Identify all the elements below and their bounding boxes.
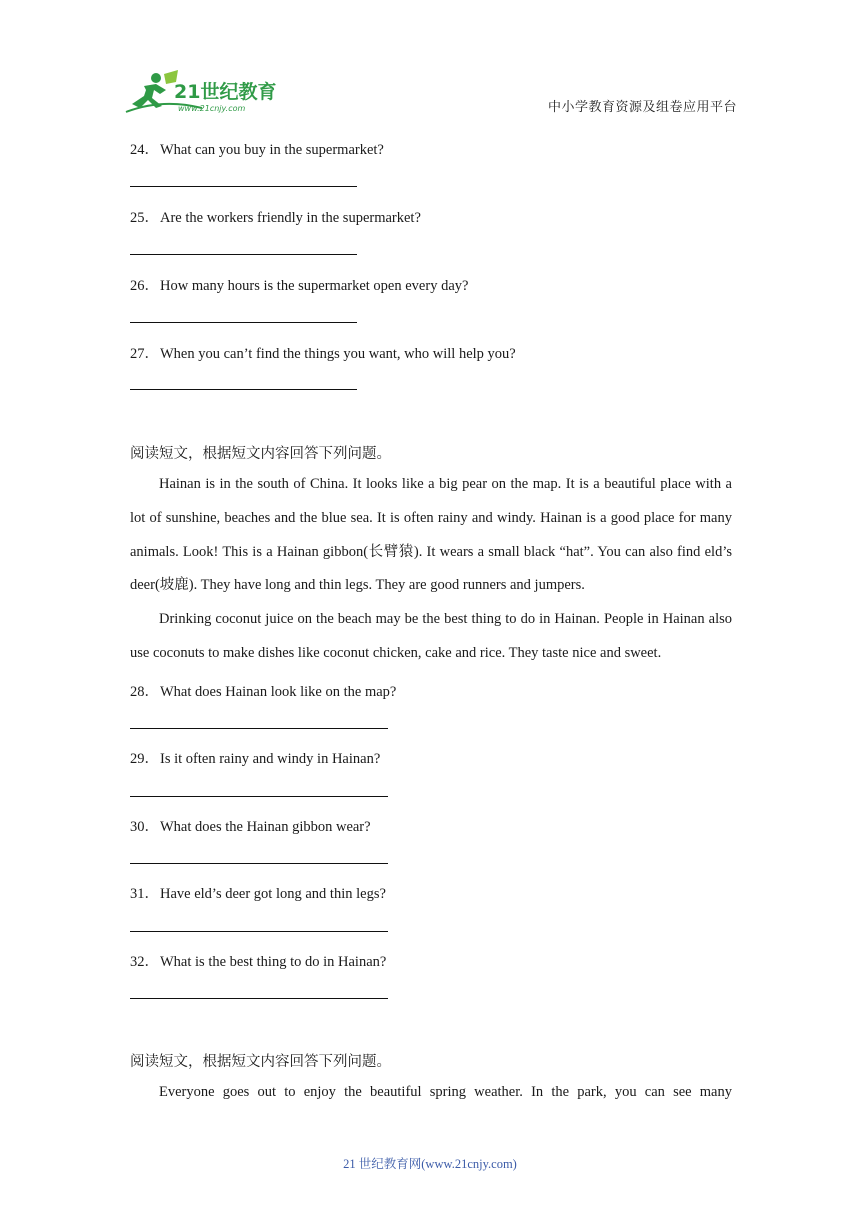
question-26: 26．How many hours is the supermarket open every day? (130, 278, 469, 294)
answer-line-32[interactable] (130, 998, 388, 999)
answer-line-28[interactable] (130, 728, 388, 729)
answer-line-30[interactable] (130, 863, 388, 864)
passage-paragraph-1: Hainan is in the south of China. It looks like a big pear on the map. It is a beautiful place with a lot of sunshine, beaches and the blue sea. It is often rainy and windy. Hainan is a good place for many animals. Look! This is a Hainan gibbon(长臂猿). It wears a small black “hat”. You can also find eld’s deer(坡鹿). They have long and thin legs. They are good runners and jumpers. (130, 476, 732, 594)
answer-line-29[interactable] (130, 796, 388, 797)
section3-instruction: 阅读短文，根据短文内容回答下列问题。 (130, 1054, 391, 1070)
section2-instruction: 阅读短文，根据短文内容回答下列问题。 (130, 446, 391, 462)
logo-title: 21世纪教育 (174, 81, 277, 103)
answer-line-27[interactable] (130, 389, 357, 390)
question-31: 31．Have eld’s deer got long and thin legs? (130, 886, 386, 902)
answer-line-25[interactable] (130, 254, 357, 255)
logo-url: www.21cnjy.com (178, 104, 246, 113)
question-29: 29．Is it often rainy and windy in Hainan? (130, 751, 381, 767)
question-24: 24．What can you buy in the supermarket? (130, 142, 384, 158)
passage-paragraph-2: Drinking coconut juice on the beach may be the best thing to do in Hainan. People in Hainan also use coconuts to make dishes like coconut chicken, cake and rice. They taste nice and sweet. (130, 611, 732, 661)
answer-line-31[interactable] (130, 931, 388, 932)
passage-paragraph-3: Everyone goes out to enjoy the beautiful spring weather. In the park, you can see many (159, 1084, 732, 1100)
question-28: 28．What does Hainan look like on the map? (130, 684, 397, 700)
question-25: 25．Are the workers friendly in the supermarket? (130, 210, 421, 226)
answer-line-24[interactable] (130, 186, 357, 187)
question-30: 30．What does the Hainan gibbon wear? (130, 819, 371, 835)
question-27: 27．When you can’t find the things you want, who will help you? (130, 346, 516, 362)
question-32: 32．What is the best thing to do in Hainan? (130, 954, 387, 970)
answer-line-26[interactable] (130, 322, 357, 323)
site-logo (122, 68, 292, 116)
header-platform-text: 中小学教育资源及组卷应用平台 (548, 99, 738, 114)
footer-text: 21 世纪教育网(www.21cnjy.com) (343, 1157, 517, 1171)
